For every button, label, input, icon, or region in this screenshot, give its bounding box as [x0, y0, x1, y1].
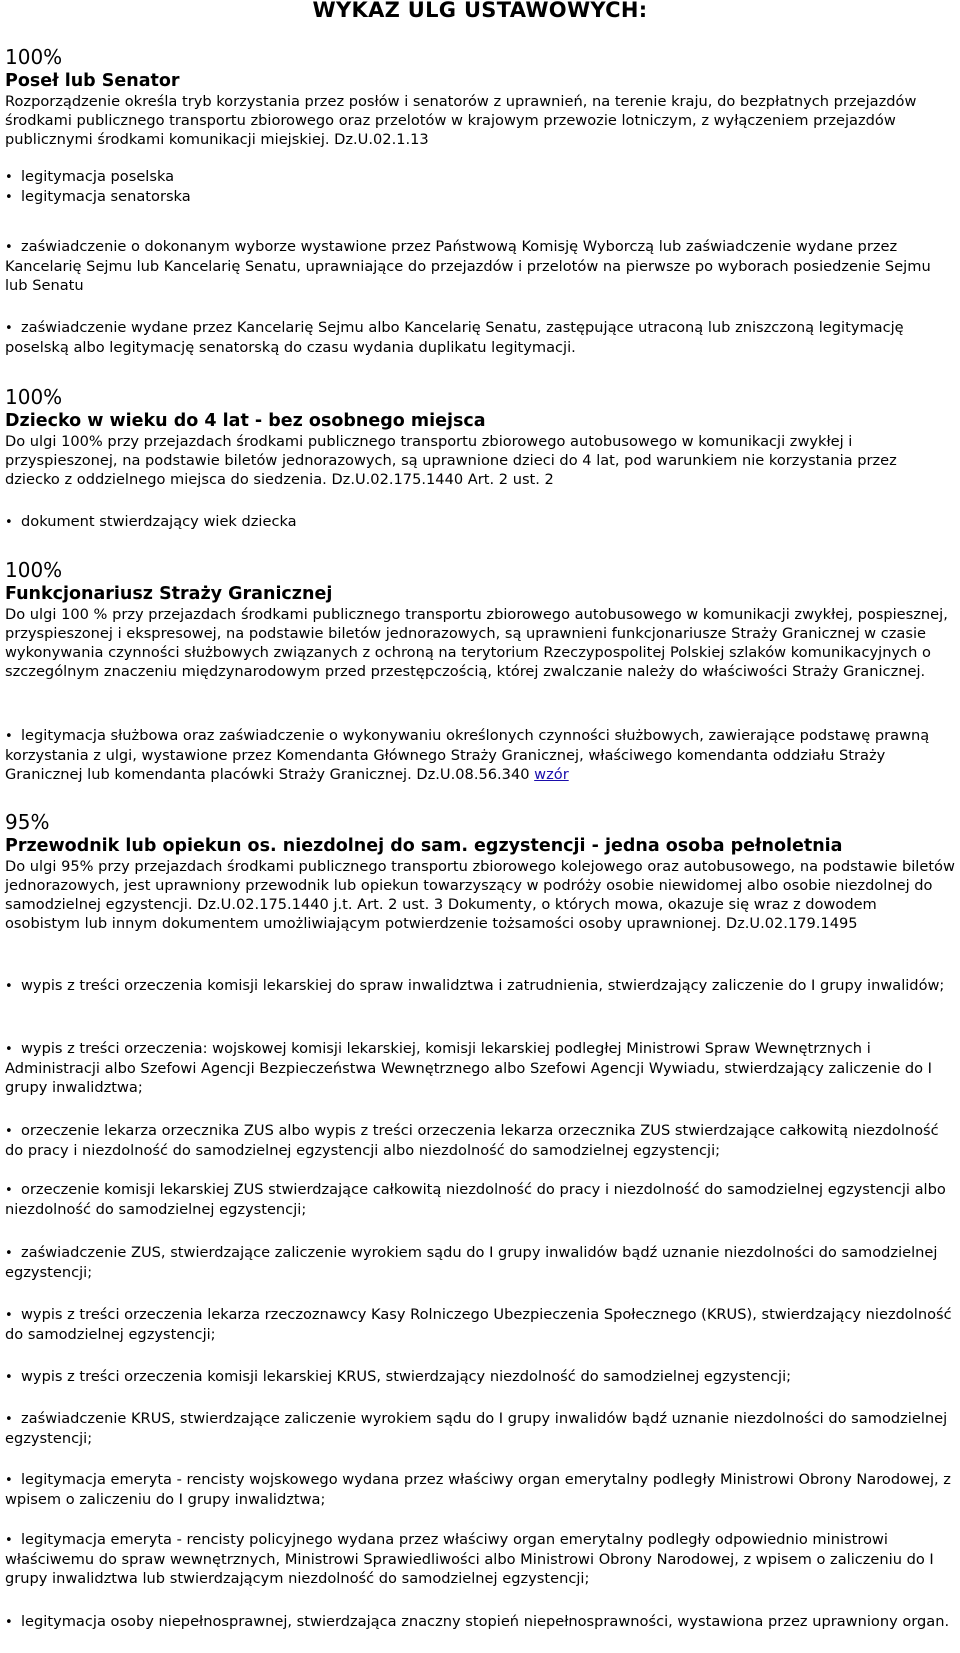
- list-item: • legitymacja poselska: [5, 167, 955, 187]
- list-item: • wypis z treści orzeczenia lekarza rzeczoznawcy Kasy Rolniczego Ubezpieczenia Społecznego (KRUS), stwierdzający niezdolność do samodzielnej egzystencji;: [5, 1305, 955, 1344]
- section-dziecko-items: [5, 512, 955, 532]
- list-item: [5, 726, 955, 784]
- section-dziecko: [5, 384, 955, 489]
- section-description: Rozporządzenie określa tryb korzystania przez posłów i senatorów z uprawnień, na terenie kraju, do bezpłatnych przejazdów środkami publicznego transportu zbiorowego oraz przelotów w krajowym przewozie lotniczym, z wyłączeniem przejazdów publicznymi środkami komunikacji miejskiej. Dz.U.02.1.13: [5, 93, 917, 148]
- list-item: • legitymacja osoby niepełnosprawnej, stwierdzająca znaczny stopień niepełnosprawności, wystawiona przez uprawniony organ.: [5, 1612, 955, 1632]
- section-przewodnik-item-9: [5, 1470, 955, 1509]
- section-przewodnik-item-10: [5, 1530, 955, 1588]
- section-heading: Poseł lub Senator: [5, 71, 180, 91]
- section-percent: 100%: [5, 385, 63, 409]
- section-heading: Dziecko w wieku do 4 lat - bez osobnego miejsca: [5, 411, 486, 431]
- list-item: • zaświadczenie KRUS, stwierdzające zaliczenie wyrokiem sądu do I grupy inwalidów bądź uznanie niezdolności do samodzielnej egzystencji;: [5, 1409, 955, 1448]
- template-link[interactable]: wzór: [534, 766, 569, 783]
- list-item: • legitymacja senatorska: [5, 187, 955, 207]
- section-description: Do ulgi 95% przy przejazdach środkami publicznego transportu zbiorowego kolejowego oraz autobusowego, na podstawie biletów jednorazowych, jest uprawniony przewodnik lub opiekun towarzyszący w podróży osobie niewidomej albo osobie niezdolnej do samodzielnej egzystencji. Dz.U.02.175.1440 j.t. Art. 2 ust. 3 Dokumenty, o których mowa, okazuje się wraz z dowodem osobistym lub innym dokumentem umożliwiającym potwierdzenie tożsamości osoby uprawnionej. Dz.U.02.179.1495: [5, 858, 955, 932]
- list-item: • zaświadczenie o dokonanym wyborze wystawione przez Państwową Komisję Wyborczą lub zaświadczenie wydane przez Kancelarię Sejmu lub Kancelarię Senatu, uprawniające do przejazdów i przelotów na pierwsze po wyborach posiedzenie Sejmu lub Senatu: [5, 237, 955, 295]
- list-item-text: legitymacja służbowa oraz zaświadczenie o wykonywaniu określonych czynności służbowych, zawierające podstawę prawną korzystania z ulgi, wystawione przez Komendanta Głównego Straży Granicznej, właściwego komendanta oddziału Straży Granicznej lub komendanta placówki Straży Granicznej. Dz.U.08.56.340: [5, 727, 930, 783]
- section-posel-senator-items-2: [5, 237, 955, 295]
- section-przewodnik-item-11: [5, 1612, 955, 1632]
- list-item: • legitymacja emeryta - rencisty policyjnego wydana przez właściwy organ emerytalny podległy odpowiednio ministrowi właściwemu do spraw wewnętrznych, Ministrowi Sprawiedliwości albo Ministrowi Obrony Narodowej, z wpisem o zaliczeniu do I grupy inwalidztwa lub stwierdzającym niezdolność do samodzielnej egzystencji;: [5, 1530, 955, 1588]
- section-przewodnik-item-7: [5, 1367, 955, 1387]
- list-item: • zaświadczenie wydane przez Kancelarię Sejmu albo Kancelarię Senatu, zastępujące utraconą lub zniszczoną legitymację poselską albo legitymację senatorską do czasu wydania duplikatu legitymacji.: [5, 318, 955, 357]
- list-item: • dokument stwierdzający wiek dziecka: [5, 512, 955, 532]
- section-percent: 100%: [5, 558, 63, 582]
- section-przewodnik-item-6: [5, 1305, 955, 1344]
- document-title: WYKAZ ULG USTAWOWYCH:: [312, 0, 648, 22]
- section-straz-graniczna-items: [5, 726, 955, 784]
- list-item: • zaświadczenie ZUS, stwierdzające zaliczenie wyrokiem sądu do I grupy inwalidów bądź uznanie niezdolności do samodzielnej egzystencji;: [5, 1243, 955, 1282]
- section-posel-senator-items-3: [5, 318, 955, 357]
- section-percent: 95%: [5, 810, 50, 834]
- list-item: • wypis z treści orzeczenia komisji lekarskiej do spraw inwalidztwa i zatrudnienia, stwierdzający zaliczenie do I grupy inwalidów;: [5, 976, 955, 996]
- section-heading: Funkcjonariusz Straży Granicznej: [5, 584, 333, 604]
- section-posel-senator-items: [5, 167, 955, 207]
- section-przewodnik-item-3: [5, 1121, 955, 1160]
- section-description: Do ulgi 100 % przy przejazdach środkami publicznego transportu zbiorowego autobusowego w komunikacji zwykłej, pospiesznej, przyspieszonej i ekspresowej, na podstawie biletów jednorazowych, są uprawnieni funkcjonariusze Straży Granicznej w czasie wykonywania czynności służbowych związanych z ochroną na terytorium Rzeczypospolitej Polskiej szlaków komunikacyjnych o szczególnym znaczeniu międzynarodowym przed przestępczością, której zwalczanie należy do właściwości Straży Granicznej.: [5, 606, 948, 680]
- section-przewodnik-item-5: [5, 1243, 955, 1282]
- section-przewodnik: [5, 809, 955, 933]
- list-item: • orzeczenie komisji lekarskiej ZUS stwierdzające całkowitą niezdolność do pracy i niezdolność do samodzielnej egzystencji albo niezdolność do samodzielnej egzystencji;: [5, 1180, 955, 1219]
- list-item: • orzeczenie lekarza orzecznika ZUS albo wypis z treści orzeczenia lekarza orzecznika ZUS stwierdzające całkowitą niezdolność do pracy i niezdolność do samodzielnej egzystencji albo niezdolność do samodzielnej egzystencji;: [5, 1121, 955, 1160]
- section-przewodnik-item-8: [5, 1409, 955, 1448]
- section-przewodnik-item-4: [5, 1180, 955, 1219]
- section-przewodnik-item-2: [5, 1039, 955, 1097]
- section-posel-senator: [5, 44, 955, 149]
- list-item: • wypis z treści orzeczenia komisji lekarskiej KRUS, stwierdzający niezdolność do samodzielnej egzystencji;: [5, 1367, 955, 1387]
- section-description: Do ulgi 100% przy przejazdach środkami publicznego transportu zbiorowego autobusowego w komunikacji zwykłej i przyspieszonej, na podstawie biletów jednorazowych, są uprawnione dzieci do 4 lat, pod warunkiem nie korzystania przez dziecko z oddzielnego miejsca do siedzenia. Dz.U.02.175.1440 Art. 2 ust. 2: [5, 433, 897, 488]
- section-straz-graniczna: [5, 557, 955, 681]
- section-percent: 100%: [5, 45, 63, 69]
- list-item: • wypis z treści orzeczenia: wojskowej komisji lekarskiej, komisji lekarskiej podległej Ministrowi Spraw Wewnętrznych i Administracji albo Szefowi Agencji Bezpieczeństwa Wewnętrznego albo Szefowi Agencji Wywiadu, stwierdzający zaliczenie do I grupy inwalidztwa;: [5, 1039, 955, 1097]
- list-item: • legitymacja emeryta - rencisty wojskowego wydana przez właściwy organ emerytalny podległy Ministrowi Obrony Narodowej, z wpisem o zaliczeniu do I grupy inwalidztwa;: [5, 1470, 955, 1509]
- section-heading: Przewodnik lub opiekun os. niezdolnej do sam. egzystencji - jedna osoba pełnoletnia: [5, 836, 843, 856]
- section-przewodnik-item-1: [5, 976, 955, 996]
